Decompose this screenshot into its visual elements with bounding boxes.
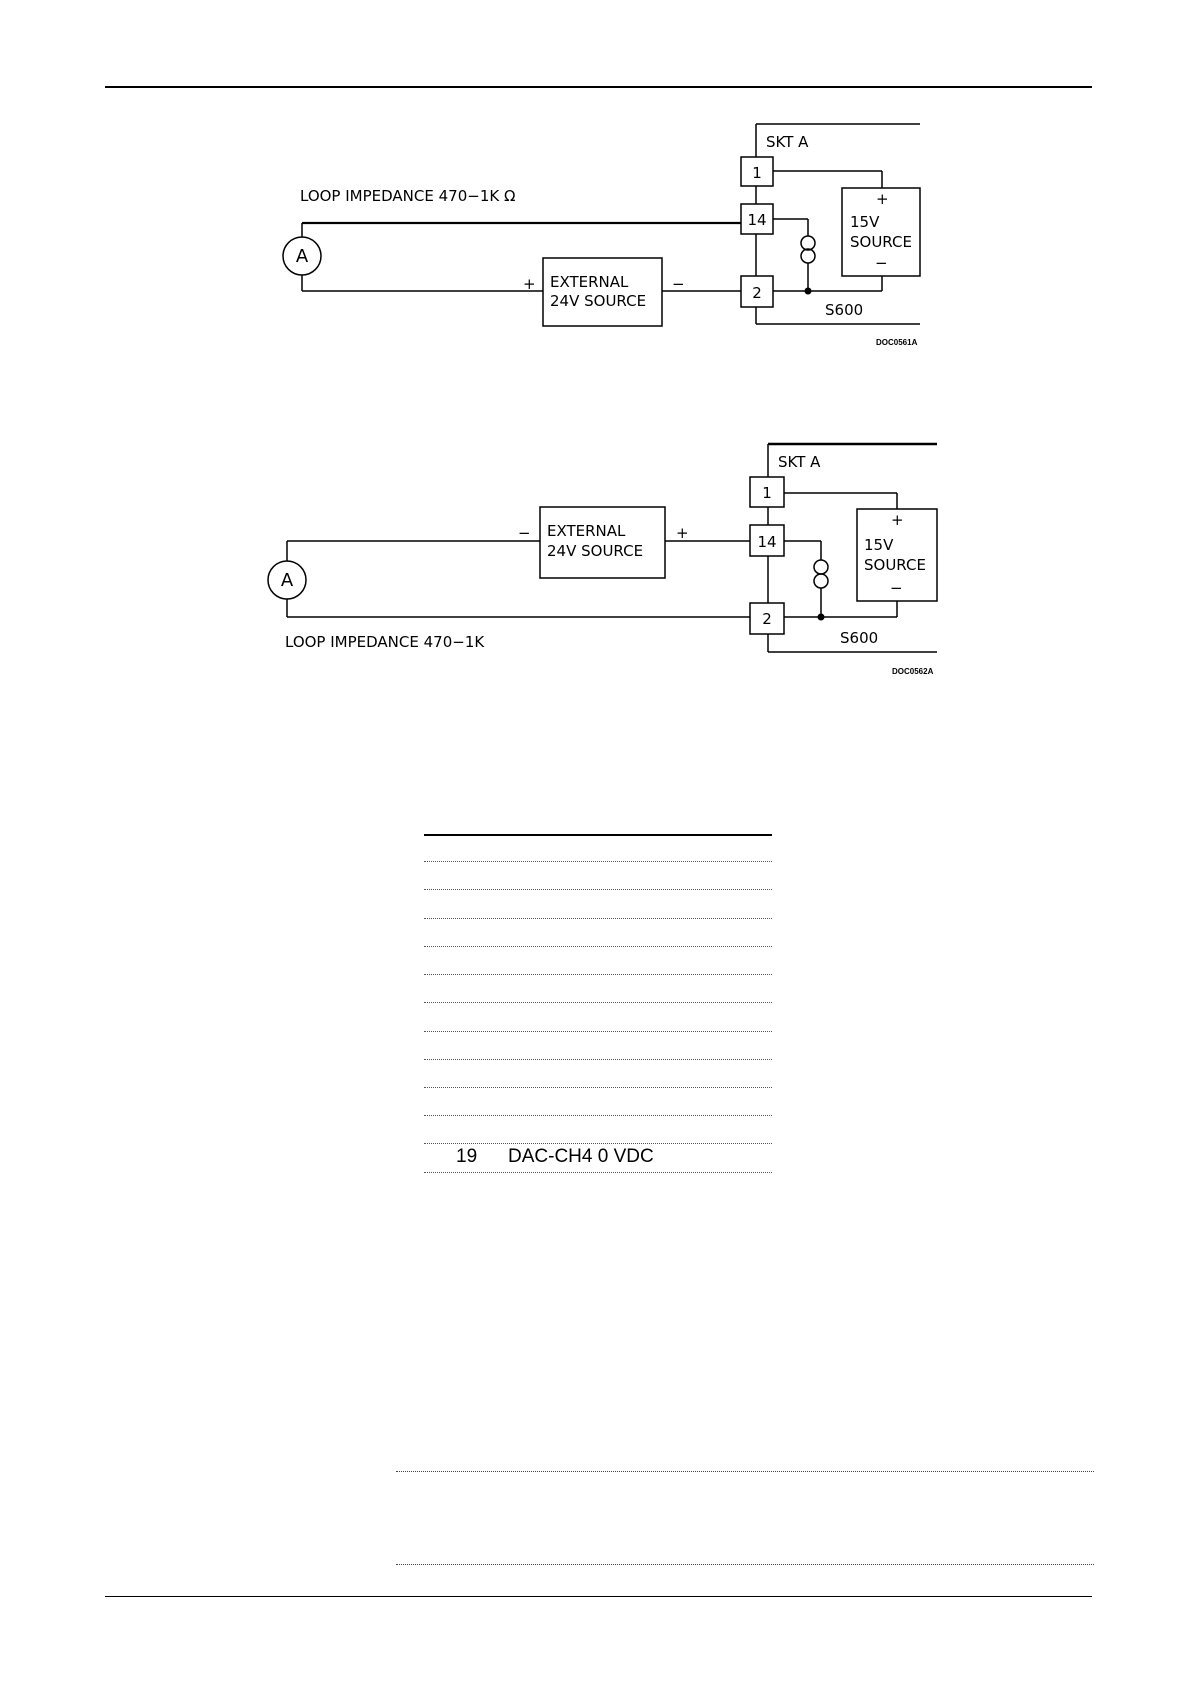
table-row [424, 1145, 772, 1171]
table-row-rule [424, 946, 772, 947]
wiring-diagram-1 [0, 0, 1190, 360]
int-source-line2: SOURCE [850, 233, 912, 251]
table-row-rule [424, 1143, 772, 1144]
ext-minus-2: − [518, 524, 531, 542]
terminal-1-label-2: 1 [762, 484, 772, 502]
int-plus: + [876, 190, 889, 208]
device-label: S600 [825, 301, 864, 319]
ammeter-label-2: A [280, 570, 294, 591]
table-row-rule [424, 889, 772, 890]
device-label-2: S600 [840, 629, 879, 647]
table-row-rule [424, 1031, 772, 1032]
ext-plus-2: + [676, 524, 689, 542]
table-row-rule [424, 974, 772, 975]
loop-impedance-label-2: LOOP IMPEDANCE 470−1K [285, 633, 485, 651]
ext-plus: + [523, 275, 536, 293]
terminal-14-label-2: 14 [757, 533, 777, 551]
terminal-2-label-2: 2 [762, 610, 772, 628]
socket-label: SKT A [766, 133, 809, 151]
ext-source-line1-2: EXTERNAL [547, 522, 626, 540]
table-row-rule [424, 1002, 772, 1003]
int-minus-2: − [890, 579, 903, 597]
table-row-rule [424, 918, 772, 919]
loop-impedance-label: LOOP IMPEDANCE 470−1K Ω [300, 187, 516, 205]
terminal-14-label: 14 [747, 211, 767, 229]
pin-number: 19 [456, 1146, 478, 1167]
int-source-line1: 15V [850, 213, 880, 231]
terminal-2-label: 2 [752, 284, 762, 302]
doc-ref-2: DOC0562A [892, 667, 934, 676]
table-row-rule [424, 1087, 772, 1088]
table-top-rule [424, 834, 772, 836]
note-bottom-rule [396, 1564, 1094, 1565]
footer-rule [105, 1596, 1092, 1597]
int-minus: − [875, 254, 888, 272]
table-row-rule [424, 1059, 772, 1060]
int-source-line1-2: 15V [864, 536, 894, 554]
ext-source-line1: EXTERNAL [550, 273, 629, 291]
doc-ref: DOC0561A [876, 338, 918, 347]
terminal-1-label: 1 [752, 164, 762, 182]
ext-source-line2: 24V SOURCE [550, 292, 647, 310]
ext-minus: − [672, 275, 685, 293]
int-plus-2: + [891, 511, 904, 529]
socket-label-2: SKT A [778, 453, 821, 471]
ext-source-line2-2: 24V SOURCE [547, 542, 644, 560]
note-top-rule [396, 1471, 1094, 1472]
table-row-rule [424, 1115, 772, 1116]
ammeter-label: A [295, 246, 309, 267]
wiring-diagram-2 [0, 420, 1190, 680]
pin-signal: DAC-CH4 0 VDC [508, 1146, 654, 1167]
table-row-rule [424, 861, 772, 862]
int-source-line2-2: SOURCE [864, 556, 926, 574]
table-row-rule [424, 1172, 772, 1173]
